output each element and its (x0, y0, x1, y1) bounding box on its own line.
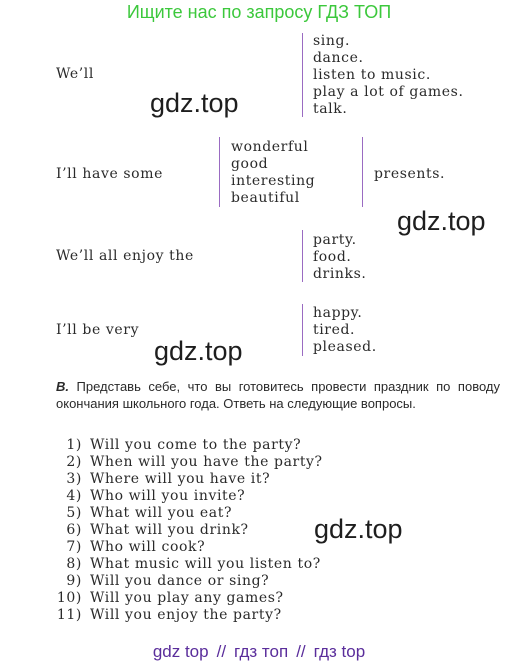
word-item: wonderful (231, 139, 309, 155)
question-text: Will you come to the party? (90, 437, 302, 453)
question-number: 9) (66, 573, 82, 589)
row1-divider (302, 33, 303, 117)
word-item: dance. (313, 50, 364, 66)
question-text: Will you enjoy the party? (90, 607, 282, 623)
question-item (56, 505, 323, 522)
watermark: gdz.top (150, 88, 239, 118)
question-text: Will you play any games? (90, 590, 284, 606)
word-item: listen to music. (313, 67, 431, 83)
question-item (56, 573, 323, 590)
bottom-banner-separator: // (216, 642, 227, 661)
question-text: What music will you listen to? (90, 556, 321, 572)
bottom-banner (0, 642, 518, 662)
question-item (56, 437, 323, 454)
row1-words (313, 33, 464, 118)
word-item: good (231, 156, 269, 172)
question-item (56, 471, 323, 488)
bottom-banner-part: gdz top (152, 642, 209, 661)
word-item: beautiful (231, 190, 300, 206)
question-number: 8) (66, 556, 82, 572)
bottom-banner-part: гдз top (313, 642, 366, 661)
question-number: 4) (66, 488, 82, 504)
question-list (56, 437, 323, 624)
row3-words (313, 232, 366, 283)
question-number: 3) (66, 471, 82, 487)
question-text: Who will you invite? (90, 488, 246, 504)
word-item: pleased. (313, 339, 377, 355)
task-instruction (56, 378, 500, 412)
question-number: 6) (66, 522, 82, 538)
word-item: interesting (231, 173, 316, 189)
row2-words (231, 139, 315, 207)
row2-lead: I’ll have some (56, 166, 163, 182)
question-item (56, 607, 323, 624)
question-number: 10) (56, 590, 82, 606)
word-item: talk. (313, 101, 348, 117)
question-text: What will you eat? (90, 505, 233, 521)
word-item: food. (313, 249, 352, 265)
question-number: 1) (66, 437, 82, 453)
row4-divider (302, 304, 303, 356)
top-banner: Ищите нас по запросу ГДЗ ТОП (126, 2, 392, 22)
row4-lead: I’ll be very (56, 322, 140, 338)
task-text: Представь себе, что вы готовитесь провести праздник по поводу окончания школьного года. Ответь на следующие вопросы. (56, 379, 500, 411)
row4-words (313, 305, 377, 356)
question-number: 5) (66, 505, 82, 521)
task-letter: B. (56, 379, 69, 394)
question-item (56, 522, 323, 539)
question-number: 7) (66, 539, 82, 555)
question-item (56, 454, 323, 471)
question-item (56, 539, 323, 556)
row2-tail: presents. (374, 166, 446, 182)
watermark: gdz.top (397, 206, 486, 236)
word-item: sing. (313, 33, 351, 49)
question-item (56, 488, 323, 505)
question-text: Will you dance or sing? (90, 573, 270, 589)
watermark: gdz.top (314, 514, 403, 544)
question-text: Where will you have it? (90, 471, 271, 487)
row2-divider-right (362, 137, 363, 207)
row2-divider-left (219, 137, 220, 207)
word-item: drinks. (313, 266, 367, 282)
question-number: 2) (66, 454, 82, 470)
question-number: 11) (56, 607, 82, 623)
row3-divider (302, 230, 303, 282)
question-item (56, 590, 323, 607)
question-item (56, 556, 323, 573)
word-item: tired. (313, 322, 356, 338)
row3-lead: We’ll all enjoy the (56, 248, 194, 264)
word-item: party. (313, 232, 357, 248)
watermark: gdz.top (154, 336, 243, 366)
row1-lead: We’ll (56, 66, 94, 82)
word-item: happy. (313, 305, 363, 321)
question-text: Who will cook? (90, 539, 206, 555)
question-text: What will you drink? (90, 522, 249, 538)
question-text: When will you have the party? (90, 454, 323, 470)
bottom-banner-separator: // (296, 642, 306, 661)
word-item: play a lot of games. (313, 84, 464, 100)
bottom-banner-part: гдз топ (234, 642, 289, 661)
